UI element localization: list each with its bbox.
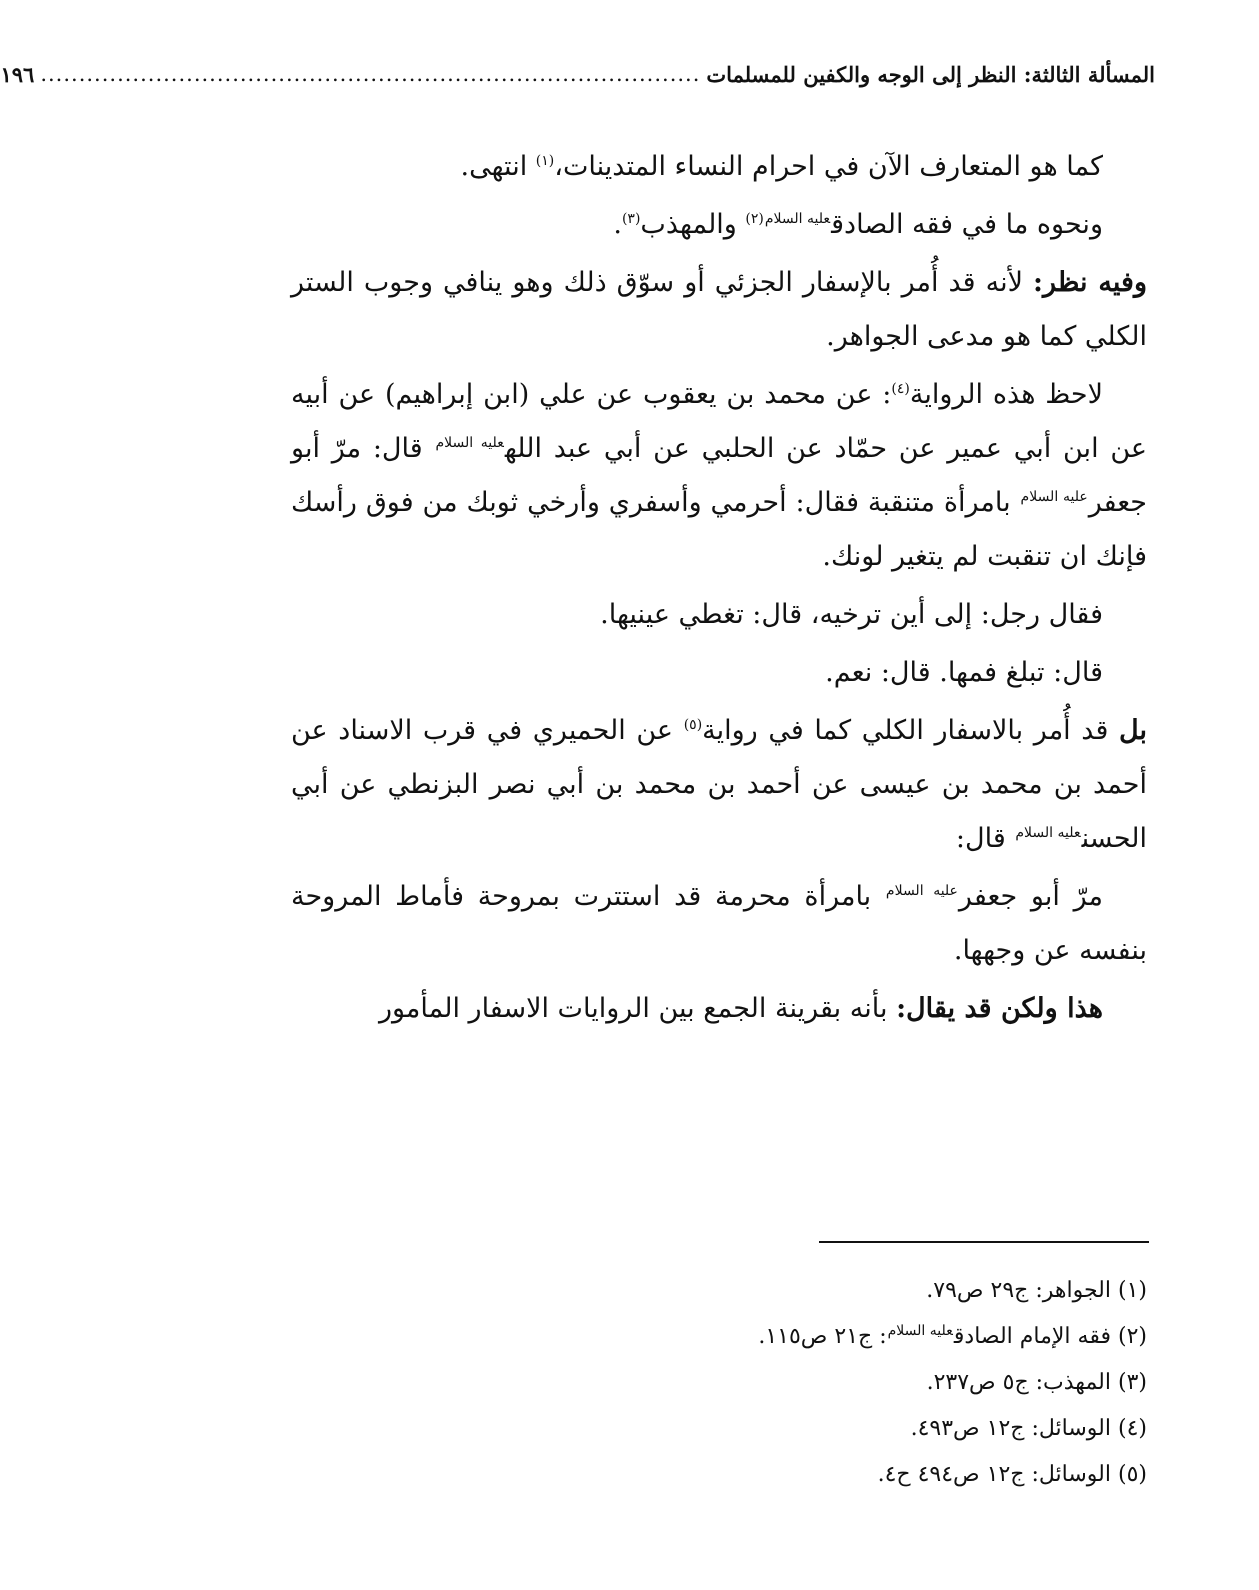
honorific-glyph: عليه السلام: [764, 211, 831, 227]
footnote-ref-2[interactable]: (٢): [745, 211, 764, 227]
bold-lead: وفيه نظر:: [1033, 267, 1147, 298]
paragraph-7: بل قد أُمر بالاسفار الكلي كما في رواية$^{(٥)}$ عن الحميري في قرب الاسناد عن أحمد بن محمد بن عيسى عن أحمد بن محمد بن أبي نصر البزنطي عن أبي الحسن$^{عليه السلام}$ قال:: [291, 715, 1148, 854]
honorific-glyph: عليه السلام: [887, 1322, 953, 1339]
bold-lead: هذا ولكن قد يقال:: [896, 993, 1103, 1024]
paragraph-9: هذا ولكن قد يقال: بأنه بقرينة الجمع بين الروايات الاسفار المأمور: [378, 993, 1103, 1024]
page-number: ١٩٦: [0, 61, 35, 87]
paragraph-1: كما هو المتعارف الآن في احرام النساء المتدينات،$^{(١)}$ انتهى.: [460, 151, 1103, 182]
running-header: [0, 52, 1155, 96]
honorific-glyph: عليه السلام: [435, 435, 504, 451]
header-leader-dots: ......................................................................................: [40, 62, 701, 86]
bold-lead: بل: [1119, 715, 1147, 746]
paragraph-3: وفيه نظر: لأنه قد أُمر بالإسفار الجزئي أو سوّق ذلك وهو ينافي وجوب الستر الكلي كما هو مدعى الجواهر.: [291, 267, 1147, 352]
paragraph-2: ونحوه ما في فقه الصادق$^{عليه السلام(٢)}$ والمهذب$^{(٣)}$.: [613, 209, 1103, 240]
footnote-2: (٢) فقه الإمام الصادق$^{عليه السلام}$: ج٢١ ص١١٥.: [758, 1322, 1147, 1349]
footnote-5: (٥) الوسائل: ج١٢ ص٤٩٤ ح٤.: [877, 1462, 1147, 1487]
footnote-ref-5[interactable]: (٥): [683, 717, 703, 733]
paragraph-6: قال: تبلغ فمها. قال: نعم.: [825, 657, 1103, 688]
footnote-ref-3[interactable]: (٣): [621, 211, 641, 227]
footnote-ref-4[interactable]: (٤): [891, 381, 910, 397]
paragraph-8: مرّ أبو جعفر$^{عليه السلام}$ بامرأة محرمة قد استترت بمروحة فأماط المروحة بنفسه عن وجهها.: [291, 881, 1147, 966]
footnote-4: (٤) الوسائل: ج١٢ ص٤٩٣.: [910, 1416, 1147, 1441]
footnotes: [291, 1268, 1147, 1498]
header-title: المسألة الثالثة: النظر إلى الوجه والكفين للمسلمات: [706, 61, 1155, 87]
footnote-separator: [819, 1241, 1149, 1243]
honorific-glyph: عليه السلام: [885, 883, 958, 899]
footnote-3: (٣) المهذب: ج٥ ص٢٣٧.: [926, 1370, 1147, 1395]
footnote-1: (١) الجواهر: ج٢٩ ص٧٩.: [926, 1278, 1147, 1303]
paragraph-4: لاحظ هذه الرواية$^{(٤)}$: عن محمد بن يعقوب عن علي (ابن إبراهيم) عن أبيه عن ابن أبي عمير عن حمّاد عن الحلبي عن أبي عبد الله$^{عليه السلام}$ قال: مرّ أبو جعفر$^{عليه السلام}$ بامرأة متنقبة فقال: أحرمي وأسفري وأرخي ثوبك من فوق رأسك فإنك ان تنقبت لم يتغير لونك.: [291, 379, 1147, 572]
main-text: [291, 140, 1147, 1040]
footnote-ref-1[interactable]: (١): [535, 153, 555, 169]
honorific-glyph: عليه السلام: [1015, 825, 1081, 841]
honorific-glyph: عليه السلام: [1020, 489, 1088, 505]
paragraph-5: فقال رجل: إلى أين ترخيه، قال: تغطي عينيها.: [600, 599, 1103, 630]
